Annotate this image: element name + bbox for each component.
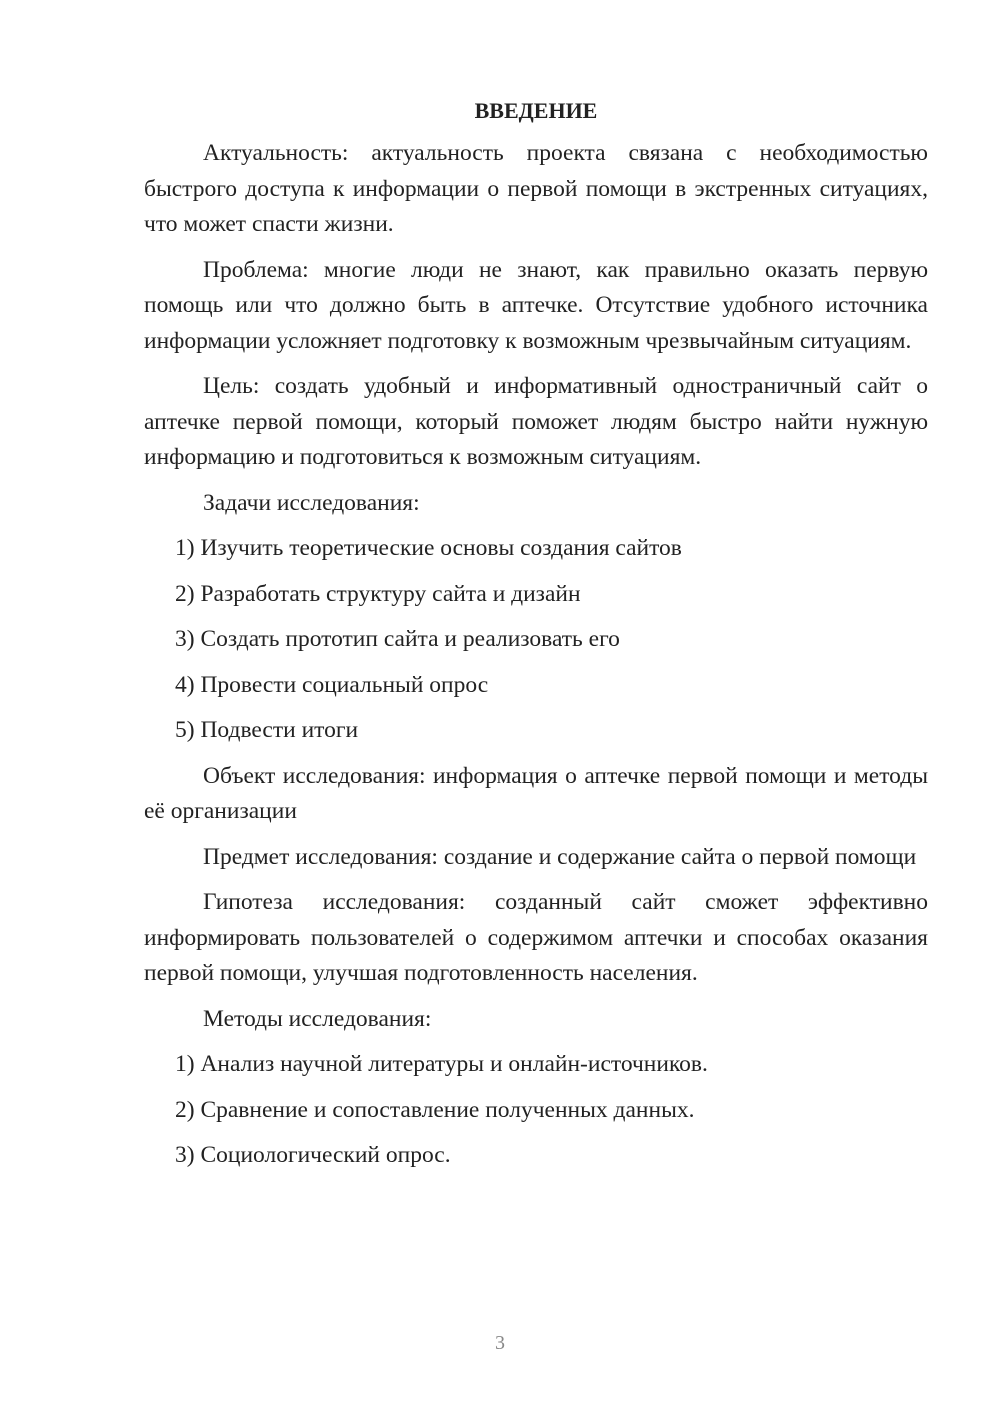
list-item: 2) Сравнение и сопоставление полученных данных.	[175, 1096, 695, 1123]
list-item: 1) Анализ научной литературы и онлайн-источников.	[175, 1051, 708, 1077]
section-title: ВВЕДЕНИЕ	[474, 98, 598, 123]
paragraph-hypothesis: Гипотеза исследования: созданный сайт сможет эффективно информировать пользователей о содержимом аптечки и способах оказания первой помощи, улучшая подготовленность населения.	[144, 889, 928, 986]
list-item: 5) Подвести итоги	[175, 717, 359, 743]
paragraph-relevance: Актуальность: актуальность проекта связана с необходимостью быстрого доступа к информации о первой помощи в экстренных ситуациях, что может спасти жизни.	[144, 140, 928, 237]
methods-label: Методы исследования:	[203, 1005, 432, 1032]
page-number: 3	[495, 1332, 505, 1354]
document-page	[144, 96, 928, 1184]
tasks-label: Задачи исследования:	[203, 489, 420, 516]
paragraph-subject: Предмет исследования: создание и содержание сайта о первой помощи	[203, 843, 917, 870]
list-item: 4) Провести социальный опрос	[175, 671, 489, 698]
list-item: 2) Разработать структуру сайта и дизайн	[175, 580, 581, 607]
list-item: 3) Создать прототип сайта и реализовать его	[175, 626, 620, 652]
tasks-list	[144, 531, 928, 749]
paragraph-goal: Цель: создать удобный и информативный одностраничный сайт о аптечке первой помощи, который поможет людям быстро найти нужную информацию и подготовиться к возможным ситуациям.	[144, 373, 928, 470]
paragraph-object: Объект исследования: информация о аптечке первой помощи и методы её организации	[144, 762, 928, 824]
methods-list	[144, 1047, 928, 1174]
list-item: 3) Социологический опрос.	[175, 1142, 451, 1168]
paragraph-problem: Проблема: многие люди не знают, как правильно оказать первую помощь или что должно быть в аптечке. Отсутствие удобного источника информации усложняет подготовку к возможным чрезвычайным ситуациям.	[144, 256, 928, 354]
list-item: 1) Изучить теоретические основы создания сайтов	[175, 535, 682, 561]
